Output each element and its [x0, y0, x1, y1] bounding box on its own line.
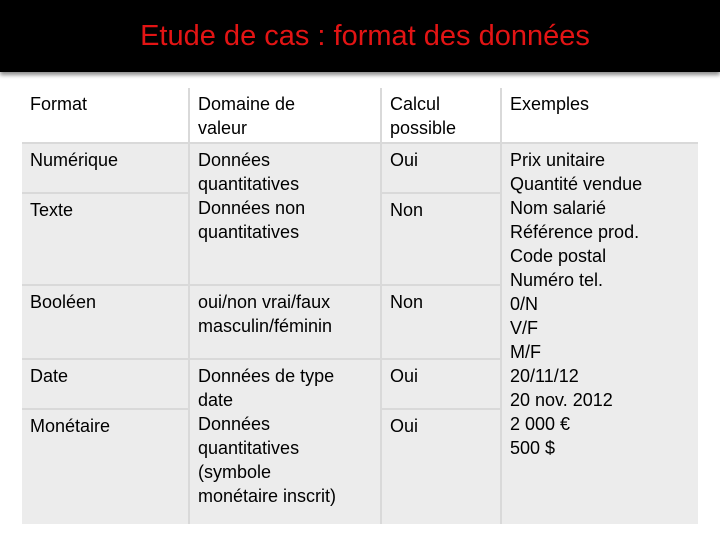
- format-value: Date: [30, 366, 69, 386]
- header-domaine: Domaine de valeur: [198, 94, 296, 138]
- calcul-row-5: [382, 410, 500, 524]
- calcul-row-3: [382, 286, 500, 358]
- format-row-5: [22, 410, 188, 524]
- format-row-1: [22, 144, 188, 192]
- calcul-row-1: [382, 144, 500, 192]
- domaine-value: Données de type date Données quantitatives (symbole monétaire inscrit): [198, 366, 337, 506]
- page-title: Etude de cas : format des données: [140, 20, 590, 52]
- domaine-value: Données quantitatives Données non quantitatives: [198, 150, 306, 242]
- format-row-3: [22, 286, 188, 358]
- format-row-2: [22, 194, 188, 284]
- header-calcul: Calcul possible: [390, 94, 457, 138]
- header-exemples: Exemples: [510, 94, 590, 114]
- calcul-value: Oui: [390, 416, 419, 436]
- format-value: Booléen: [30, 292, 97, 312]
- calcul-value: Non: [390, 200, 424, 220]
- format-table: [22, 88, 698, 524]
- format-value: Texte: [30, 200, 74, 220]
- header-format-cell: [22, 88, 188, 142]
- calcul-row-2: [382, 194, 500, 284]
- calcul-value: Non: [390, 292, 424, 312]
- header-calcul-cell: [382, 88, 500, 142]
- calcul-row-4: [382, 360, 500, 408]
- exemples-value: Prix unitaire Quantité vendue Nom salarié Référence prod. Code postal Numéro tel. 0/N V/F M/F 20/11/12 20 nov. 2012 2 000 € 500 $: [510, 150, 643, 458]
- header-exemples-cell: [502, 88, 698, 142]
- domaine-block-3: [190, 360, 380, 524]
- header-format: Format: [30, 94, 88, 114]
- exemples-block: [502, 144, 698, 524]
- format-value: Numérique: [30, 150, 119, 170]
- header-domaine-cell: [190, 88, 380, 142]
- domaine-block-2: [190, 286, 380, 358]
- domaine-value: oui/non vrai/faux masculin/féminin: [198, 292, 333, 336]
- domaine-block-1: [190, 144, 380, 284]
- format-row-4: [22, 360, 188, 408]
- calcul-value: Oui: [390, 150, 419, 170]
- calcul-value: Oui: [390, 366, 419, 386]
- format-value: Monétaire: [30, 416, 111, 436]
